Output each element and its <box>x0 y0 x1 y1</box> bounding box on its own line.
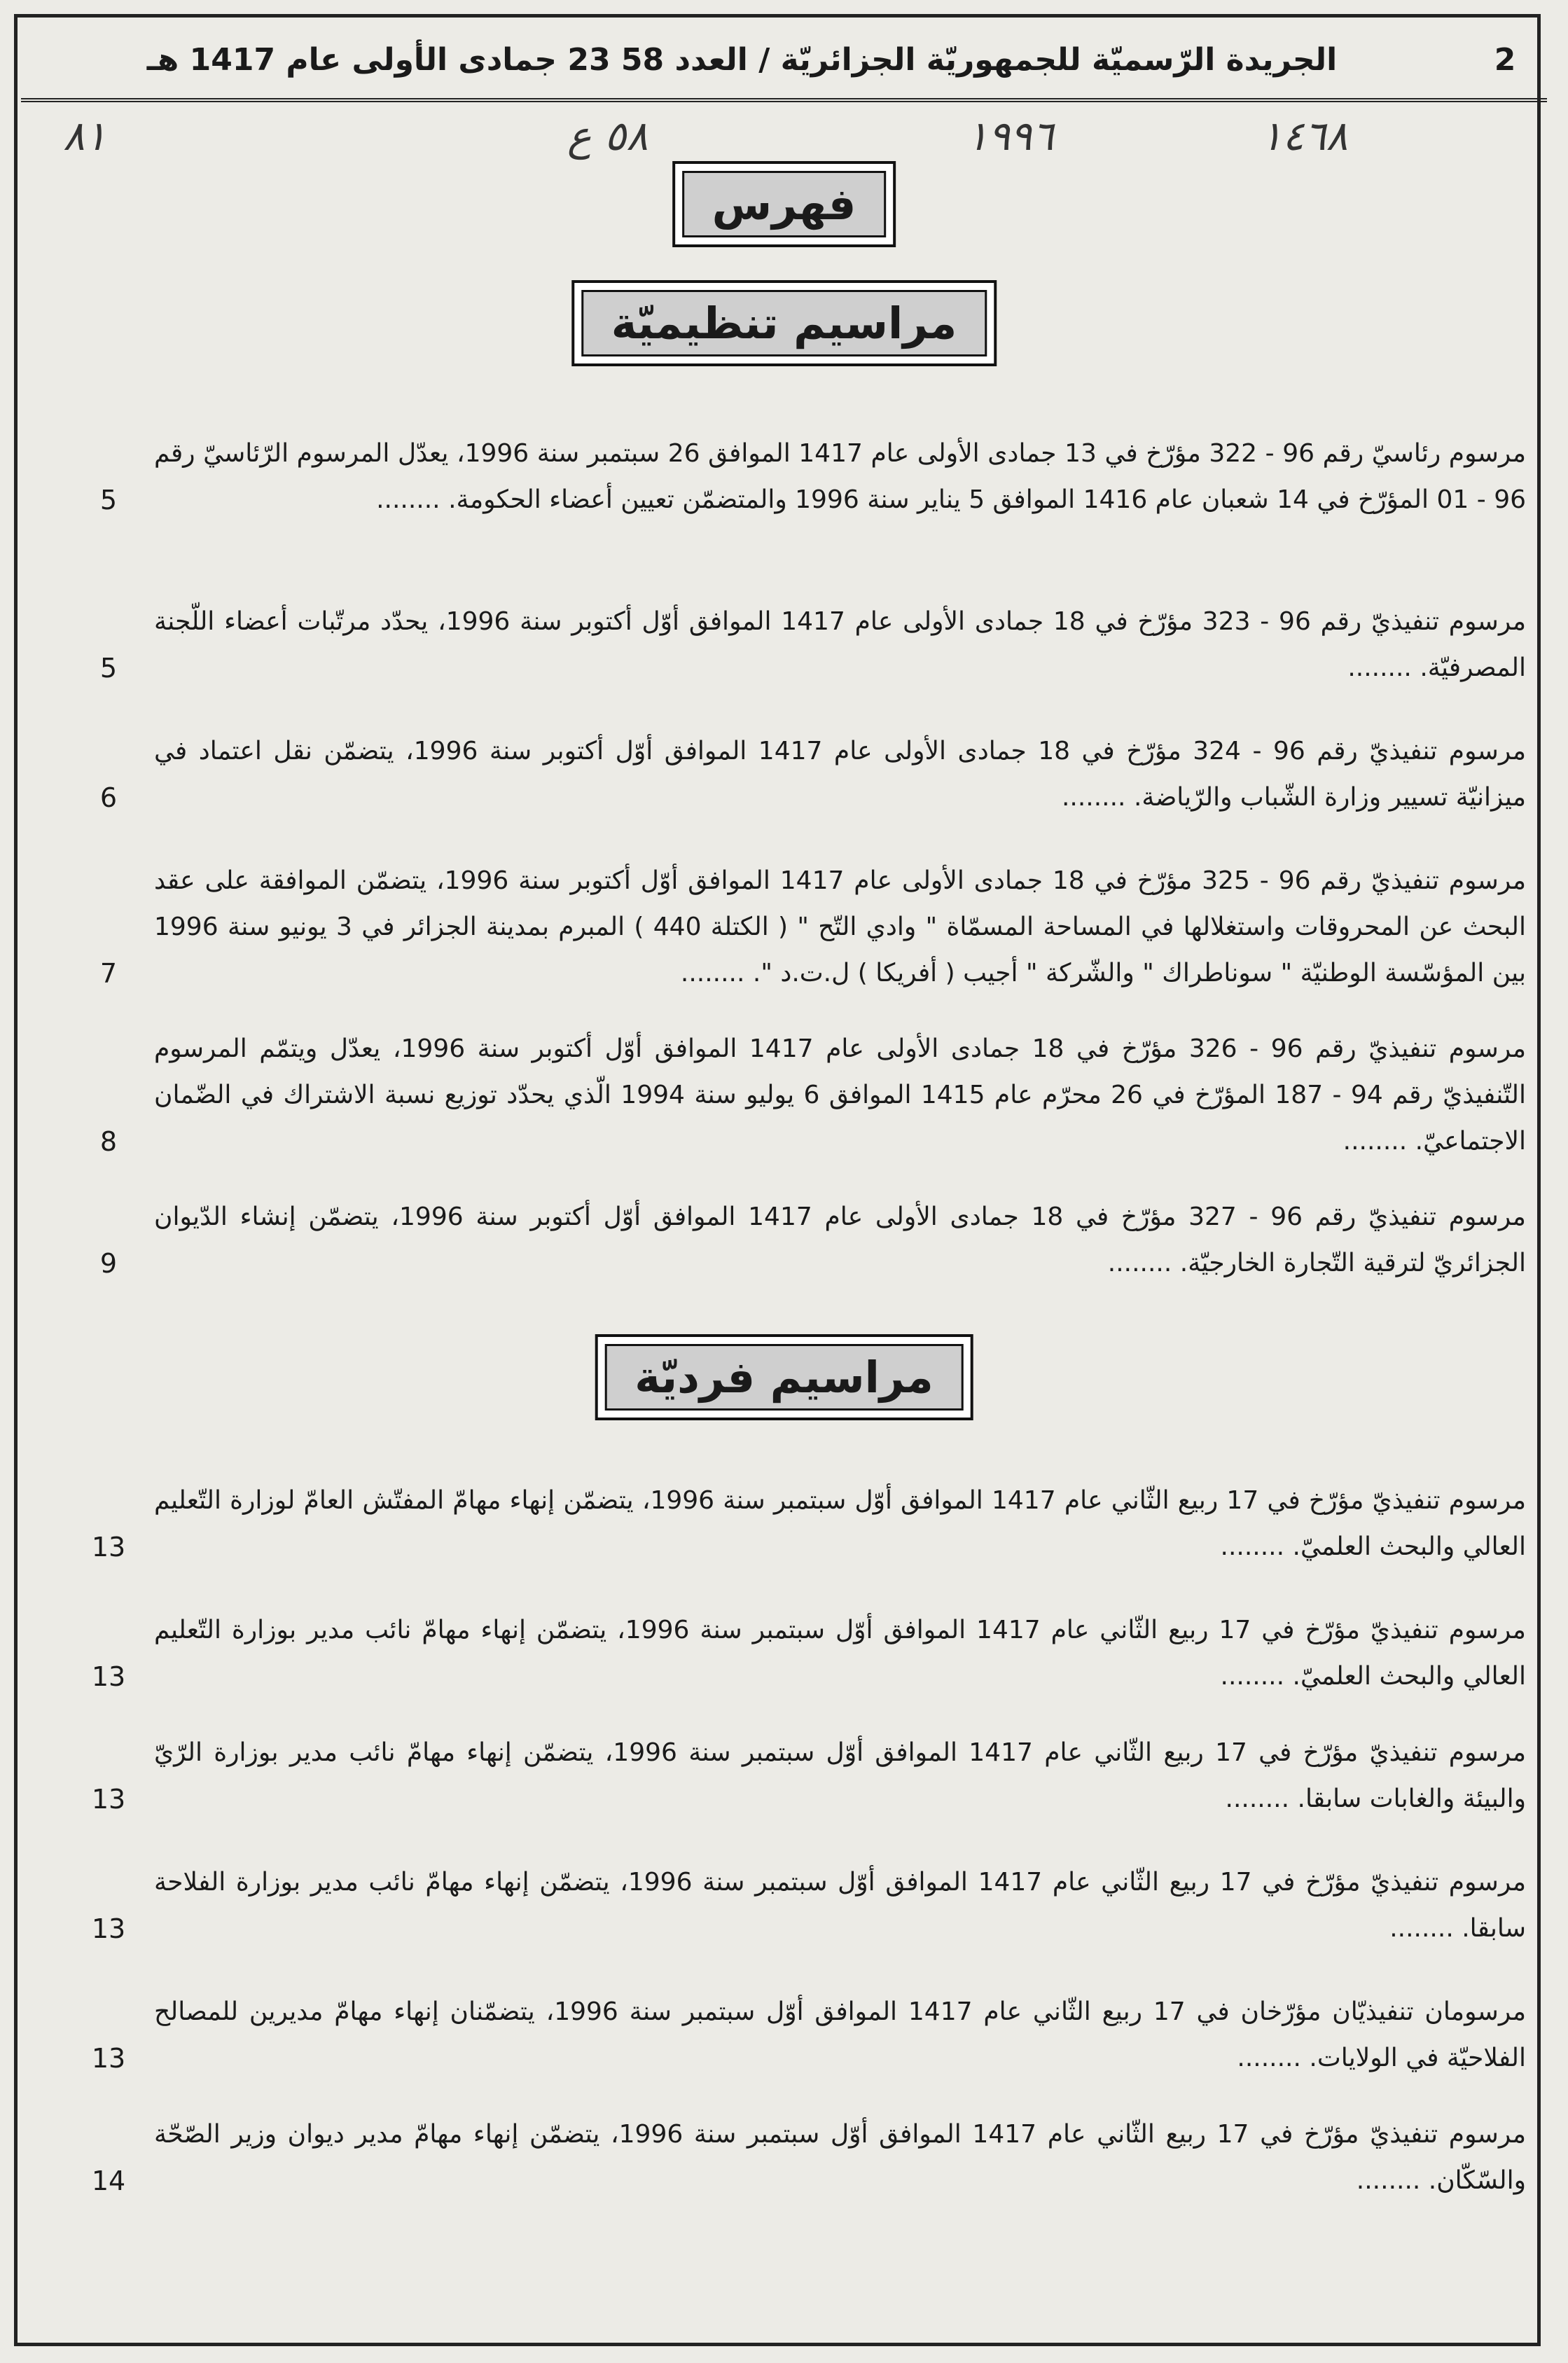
entry-text: مرسوم تنفيذيّ مؤرّخ في 17 ربيع الثّاني عام 1417 الموافق أوّل سبتمبر سنة 1996، يتضمّن إنهاء مهامّ نائب مدير بوزارة التّعليم العالي والبحث العلميّ. <box>154 1616 1526 1691</box>
leader-dots: ........ <box>1220 1532 1285 1561</box>
entry-text: مرسوم تنفيذيّ رقم 96 - 324 مؤرّخ في 18 جمادى الأولى عام 1417 الموافق أوّل أكتوبر سنة 1996، يتضمّن نقل اعتماد في ميزانيّة تسيير وزارة الشّباب والرّياضة. <box>154 737 1526 812</box>
entry-text: مرسوم رئاسيّ رقم 96 - 322 مؤرّخ في 13 جمادى الأولى عام 1417 الموافق 26 سبتمبر سنة 1996، يعدّل المرسوم الرّئاسيّ رقم 96 - 01 المؤرّخ في 14 شعبان عام 1416 الموافق 5 يناير سنة 1996 والمتضمّن تعيين أعضاء الحكومة. <box>154 439 1527 514</box>
toc-entry[interactable] <box>63 1026 1526 1165</box>
entry-text: مرسوم تنفيذيّ رقم 96 - 327 مؤرّخ في 18 جمادى الأولى عام 1417 الموافق أوّل أكتوبر سنة 1996، يتضمّن إنشاء الدّيوان الجزائريّ لترقية التّجارة الخارجيّة. <box>154 1203 1526 1277</box>
entry-text: مرسوم تنفيذيّ مؤرّخ في 17 ربيع الثّاني عام 1417 الموافق أوّل سبتمبر سنة 1996، يتضمّن إنهاء مهامّ مدير ديوان وزير الصّحّة والسّكّان. <box>154 2120 1526 2195</box>
leader-dots: ........ <box>1342 1127 1408 1156</box>
entry-text: مرسوم تنفيذيّ مؤرّخ في 17 ربيع الثّاني عام 1417 الموافق أوّل سبتمبر سنة 1996، يتضمّن إنهاء مهامّ المفتّش العامّ لوزارة التّعليم العالي والبحث العلميّ. <box>154 1486 1526 1561</box>
leader-dots: ........ <box>1356 2166 1421 2195</box>
entry-page-number: 13 <box>91 2043 126 2074</box>
entry-page-number: 13 <box>91 1784 126 1815</box>
toc-entry[interactable] <box>63 1607 1526 1700</box>
handwritten-note-right: ١٤٦٨ <box>1261 112 1348 160</box>
page-number: 2 <box>1494 41 1516 78</box>
leader-dots: ........ <box>1061 783 1126 812</box>
entry-page-number: 8 <box>99 1126 118 1157</box>
entry-text: مرسوم تنفيذيّ مؤرّخ في 17 ربيع الثّاني عام 1417 الموافق أوّل سبتمبر سنة 1996، يتضمّن إنهاء مهامّ نائب مدير بوزارة الرّيّ والبيئة والغابات سابقا. <box>154 1738 1526 1813</box>
entry-page-number: 7 <box>99 958 118 989</box>
leader-dots: ........ <box>1220 1662 1285 1691</box>
handwritten-note-mid: ١٩٩٦ <box>966 112 1054 160</box>
leader-dots: ........ <box>1237 2044 1301 2072</box>
toc-entry[interactable] <box>63 1194 1526 1287</box>
toc-entry[interactable] <box>63 599 1526 691</box>
toc-entry[interactable] <box>63 2112 1526 2204</box>
section-title-individual: مراسيم فرديّة <box>604 1344 964 1411</box>
entry-page-number: 5 <box>99 485 118 515</box>
entry-text: مرسوم تنفيذيّ مؤرّخ في 17 ربيع الثّاني عام 1417 الموافق أوّل سبتمبر سنة 1996، يتضمّن إنهاء مهامّ نائب مدير بوزارة الفلاحة سابقا. <box>154 1868 1526 1943</box>
entry-page-number: 13 <box>91 1532 126 1562</box>
entry-page-number: 13 <box>91 1661 126 1692</box>
index-title-box <box>672 161 896 247</box>
handwritten-note-left: ٨١ <box>63 112 107 160</box>
leader-dots: ........ <box>1107 1249 1172 1277</box>
entry-page-number: 13 <box>91 1913 126 1944</box>
toc-entry[interactable] <box>63 858 1526 997</box>
toc-entry[interactable] <box>63 431 1526 523</box>
entry-text: مرسوم تنفيذيّ رقم 96 - 325 مؤرّخ في 18 جمادى الأولى عام 1417 الموافق أوّل أكتوبر سنة 1996، يتضمّن الموافقة على عقد البحث عن المحروقات واستغلالها في المساحة المسمّاة " وادي التّح " ( الكتلة 440 ) المبرم بمدينة الجزائر في 3 يونيو سنة 1996 بين المؤسّسة الوطنيّة " سوناطراك " والشّركة " أجيب ( أفريكا ) ل.ت.د ". <box>154 866 1526 988</box>
entry-text: مرسوم تنفيذيّ رقم 96 - 326 مؤرّخ في 18 جمادى الأولى عام 1417 الموافق أوّل أكتوبر سنة 1996، يعدّل ويتمّم المرسوم التّنفيذيّ رقم 94 - 187 المؤرّخ في 26 محرّم عام 1415 الموافق 6 يوليو سنة 1994 الّذي يحدّد توزيع نسبة الاشتراك في الضّمان الاجتماعيّ. <box>154 1034 1526 1156</box>
leader-dots: ........ <box>1225 1785 1290 1813</box>
section-title-box-individual <box>595 1334 973 1420</box>
page-header <box>21 21 1547 102</box>
section-title-regulatory: مراسيم تنظيميّة <box>581 290 987 356</box>
handwritten-note-mid-left: ٥٨ ع <box>567 112 648 160</box>
toc-entry[interactable] <box>63 1989 1526 2081</box>
leader-dots: ........ <box>376 485 440 514</box>
section-title-box-regulatory <box>571 280 997 366</box>
entry-text: مرسومان تنفيذيّان مؤرّخان في 17 ربيع الثّاني عام 1417 الموافق أوّل سبتمبر سنة 1996، يتضمّنان إنهاء مهامّ مديرين للمصالح الفلاحيّة في الولايات. <box>154 1997 1526 2072</box>
entry-page-number: 9 <box>99 1248 118 1279</box>
index-title: فهرس <box>682 171 887 237</box>
leader-dots: ........ <box>680 959 745 988</box>
entry-page-number: 5 <box>99 653 118 684</box>
entry-page-number: 6 <box>99 782 118 813</box>
leader-dots: ........ <box>1389 1914 1454 1943</box>
toc-entry[interactable] <box>63 1859 1526 1952</box>
toc-entry[interactable] <box>63 1478 1526 1570</box>
entry-page-number: 14 <box>91 2165 126 2196</box>
header-title: الجريدة الرّسميّة للجمهوريّة الجزائريّة / العدد 58 23 جمادى الأولى عام 1417 هـ <box>146 41 1338 78</box>
toc-entry[interactable] <box>63 728 1526 821</box>
toc-entry[interactable] <box>63 1730 1526 1822</box>
entry-text: مرسوم تنفيذيّ رقم 96 - 323 مؤرّخ في 18 جمادى الأولى عام 1417 الموافق أوّل أكتوبر سنة 1996، يحدّد مرتّبات أعضاء اللّجنة المصرفيّة. <box>154 607 1526 682</box>
leader-dots: ........ <box>1347 653 1412 682</box>
